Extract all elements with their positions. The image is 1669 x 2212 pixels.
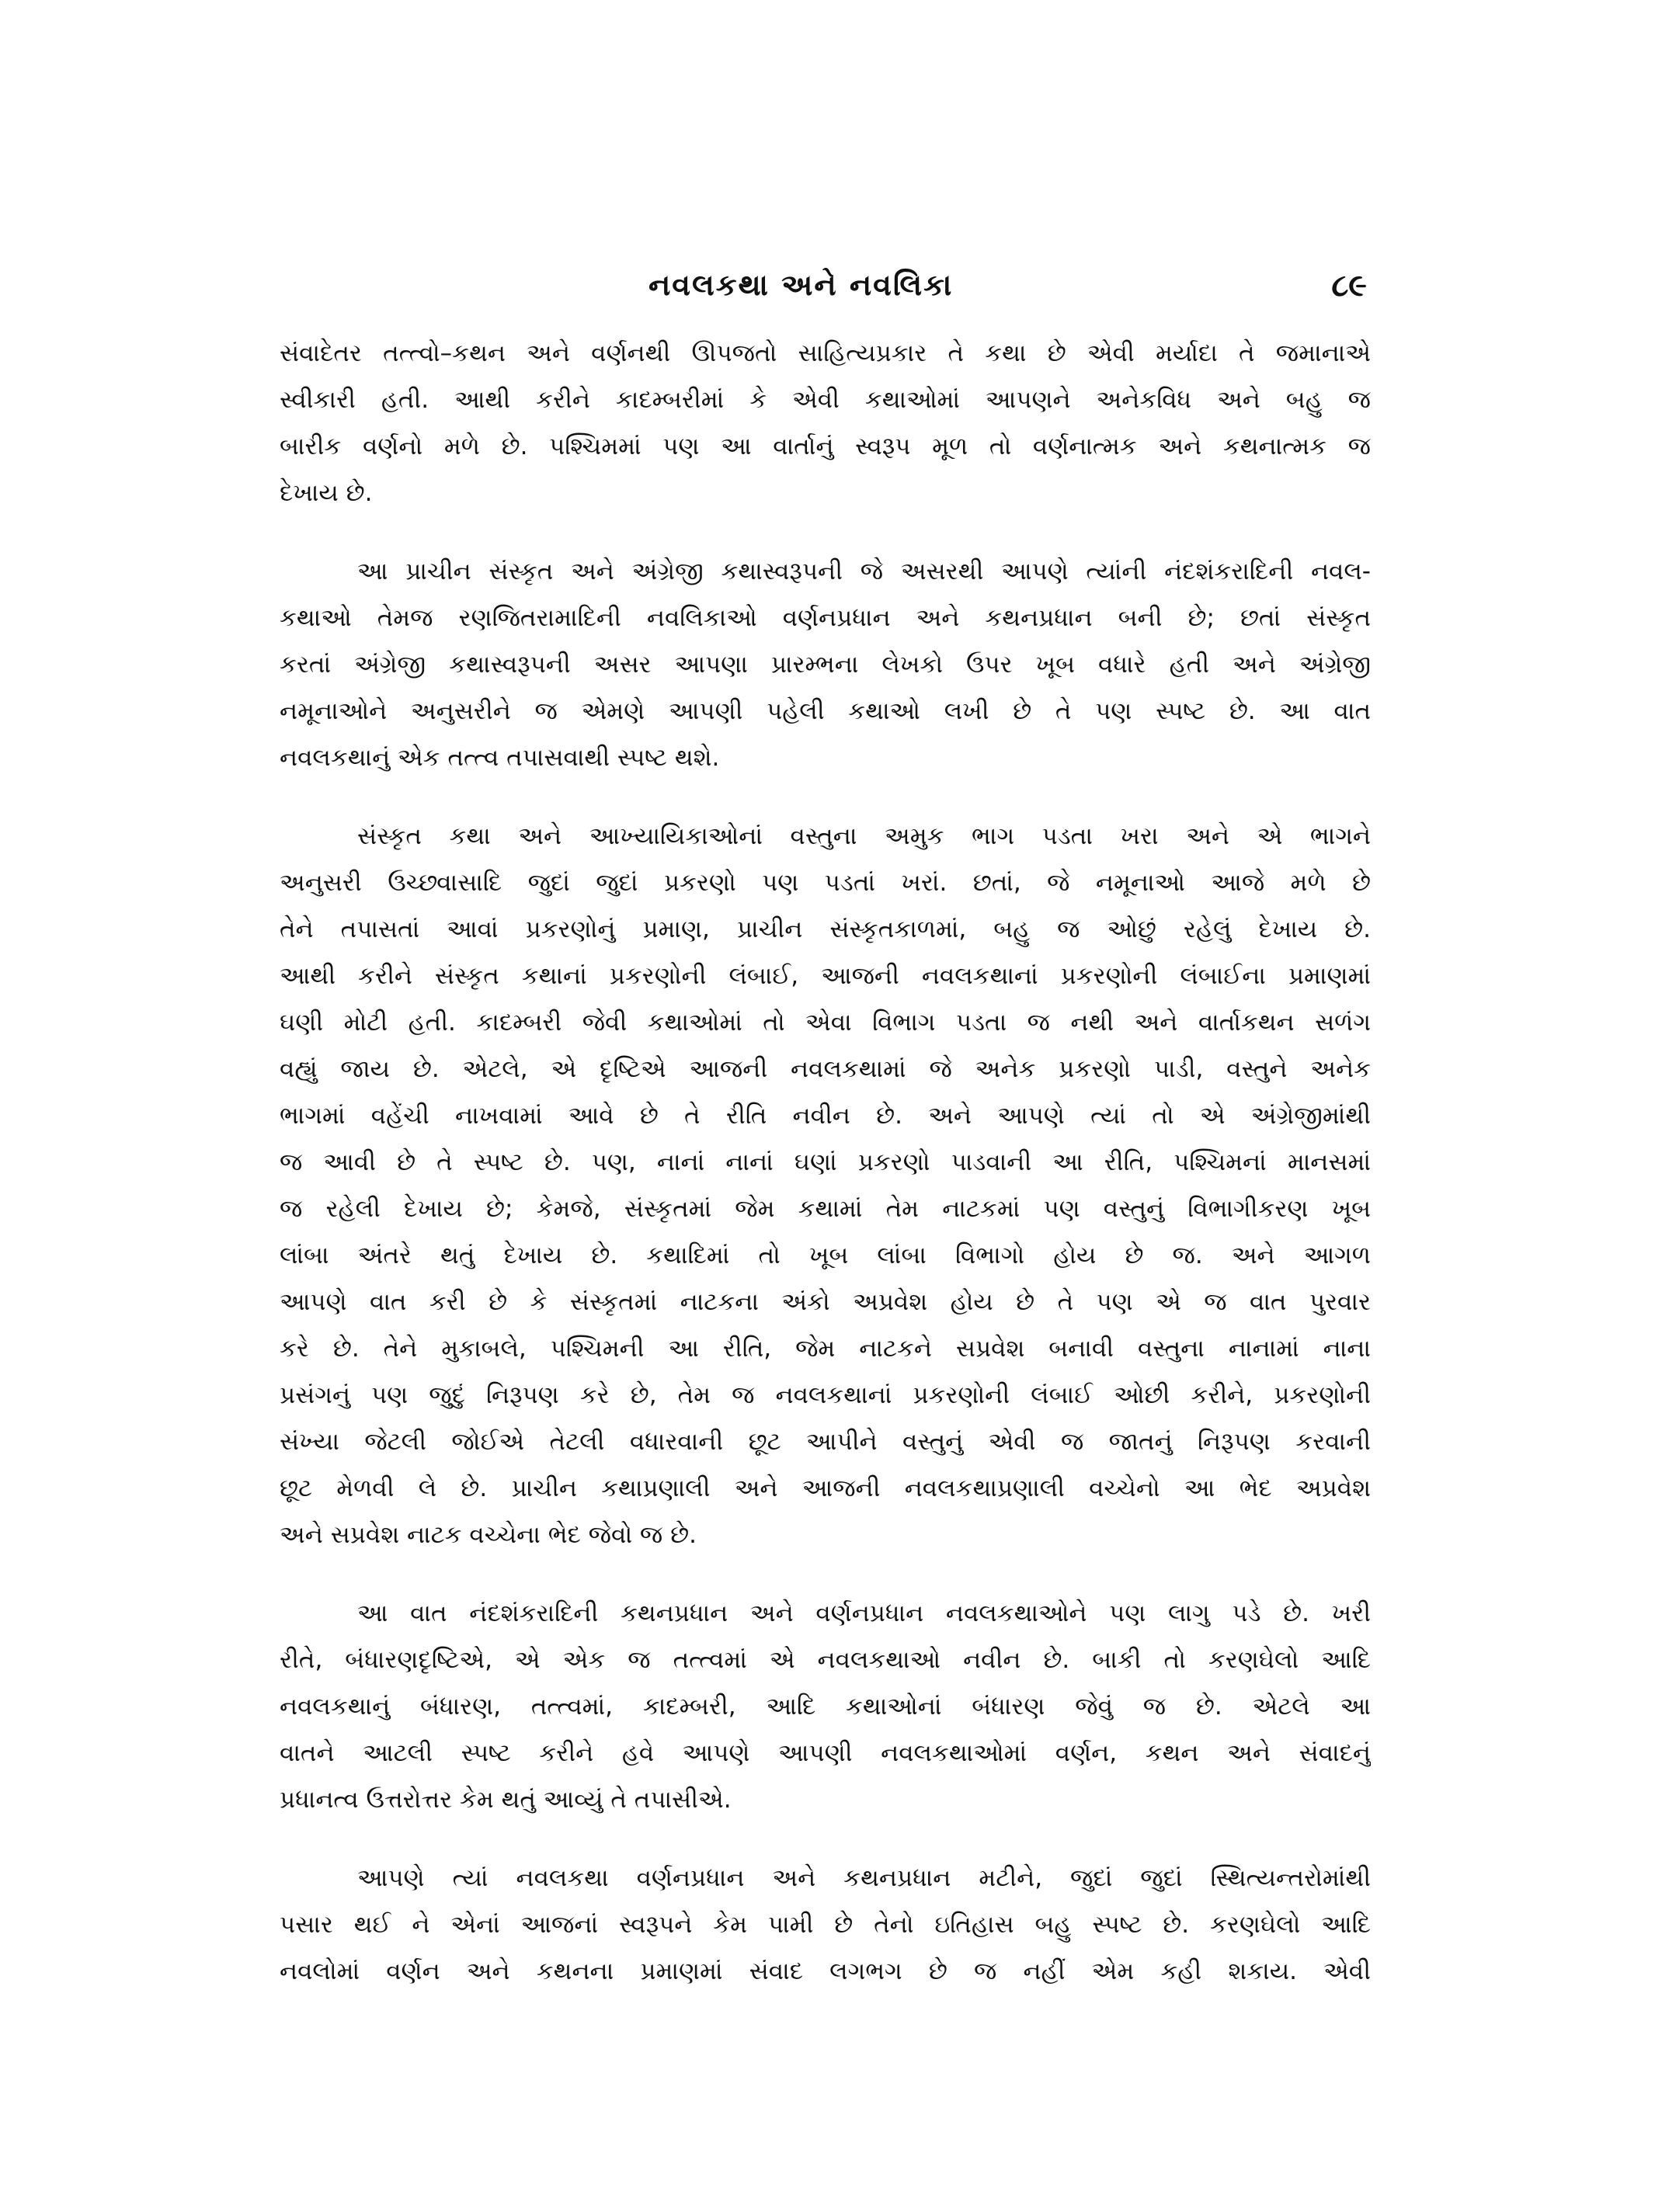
text-line: બારીક વર્ણનો મળે છે. પશ્ચિમમાં પણ આ વાર્તાનું સ્વરૂપ મૂળ તો વર્ણનાત્મક અને કથનાત્મક જ [280, 432, 1371, 460]
text-line: કરે છે. તેને મુકાબલે, પશ્ચિમની આ રીતિ, જેમ નાટકને સપ્રવેશ બનાવી વસ્તુના નાનામાં નાના [280, 1335, 1371, 1363]
text-line: નવલકથાનું બંધારણ, તત્ત્વમાં, કાદમ્બરી, આદિ કથાઓનાં બંધારણ જેવું જ છે. એટલે આ [280, 1693, 1371, 1721]
text-line: કરતાં અંગ્રેજી કથાસ્વરૂપની અસર આપણા પ્રારમ્ભના લેખકો ઉપર ખૂબ વધારે હતી અને અંગ્રેજી [280, 651, 1371, 679]
text-line: પ્રધાનત્વ ઉત્તરોત્તર કેમ થતું આવ્યું તે તપાસીએ. [280, 1786, 732, 1814]
text-line: આ વાત નંદશંકરાદિની કથનપ્રધાન અને વર્ણનપ્રધાન નવલકથાઓને પણ લાગુ પડે છે. ખરી [357, 1599, 1371, 1627]
text-line: કથાઓ તેમજ રણજિતરામાદિની નવલિકાઓ વર્ણનપ્રધાન અને કથનપ્રધાન બની છે; છતાં સંસ્કૃત [280, 604, 1371, 632]
running-header [280, 268, 1367, 314]
text-line: જ રહેલી દેખાય છે; કેમજે, સંસ્કૃતમાં જેમ કથામાં તેમ નાટકમાં પણ વસ્તુનું વિભાગીકરણ ખૂબ [280, 1195, 1371, 1223]
text-line: તેને તપાસતાં આવાં પ્રકરણોનું પ્રમાણ, પ્રાચીન સંસ્કૃતકાળમાં, બહુ જ ઓછું રહેલું દેખાય છે. [280, 915, 1371, 943]
text-line: પ્રસંગનું પણ જુદું નિરૂપણ કરે છે, તેમ જ નવલકથાનાં પ્રકરણોની લંબાઈ ઓછી કરીને, પ્રકરણોની [280, 1381, 1371, 1409]
text-line: આ પ્રાચીન સંસ્કૃત અને અંગ્રેજી કથાસ્વરૂપની જે અસરથી આપણે ત્યાંની નંદશંકરાદિની નવલ- [357, 557, 1371, 585]
text-line: પસાર થઈ ને એનાં આજનાં સ્વરૂપને કેમ પામી છે તેનો ઇતિહાસ બહુ સ્પષ્ટ છે. કરણઘેલો આદિ [280, 1911, 1371, 1939]
paragraph [280, 1590, 1371, 1823]
text-line: છૂટ મેળવી લે છે. પ્રાચીન કથાપ્રણાલી અને આજની નવલકથાપ્રણાલી વચ્ચેનો આ ભેદ અપ્રવેશ [280, 1474, 1371, 1502]
text-line: આપણે વાત કરી છે કે સંસ્કૃતમાં નાટકના અંકો અપ્રવેશ હોય છે તે પણ એ જ વાત પુરવાર [280, 1288, 1371, 1316]
text-line: વહ્યું જાય છે. એટલે, એ દૃષ્ટિએ આજની નવલકથામાં જે અનેક પ્રકરણો પાડી, વસ્તુને અનેક [280, 1055, 1371, 1083]
paragraph [280, 1855, 1371, 1995]
text-line: નમૂનાઓને અનુસરીને જ એમણે આપણી પહેલી કથાઓ લખી છે તે પણ સ્પષ્ટ છે. આ વાત [280, 697, 1371, 725]
text-line: જ આવી છે તે સ્પષ્ટ છે. પણ, નાનાં નાનાં ઘણાં પ્રકરણો પાડવાની આ રીતિ, પશ્ચિમનાં માનસમાં [280, 1148, 1371, 1176]
text-line: નવલોમાં વર્ણન અને કથનના પ્રમાણમાં સંવાદ લગભગ છે જ નહીં એમ કહી શકાય. એવી [280, 1957, 1371, 1985]
page-number: ૮૯ [1331, 268, 1367, 304]
text-line: નવલકથાનું એક તત્ત્વ તપાસવાથી સ્પષ્ટ થશે. [280, 744, 720, 772]
text-line: દેખાય છે. [280, 479, 373, 507]
body-text [280, 330, 1371, 2026]
text-line: સ્વીકારી હતી. આથી કરીને કાદમ્બરીમાં કે એવી કથાઓમાં આપણને અનેકવિધ અને બહુ જ [280, 386, 1371, 414]
text-line: આથી કરીને સંસ્કૃત કથાનાં પ્રકરણોની લંબાઈ, આજની નવલકથાનાં પ્રકરણોની લંબાઈના પ્રમાણમાં [280, 962, 1371, 990]
text-line: સંખ્યા જેટલી જોઈએ તેટલી વધારવાની છૂટ આપીને વસ્તુનું એવી જ જાતનું નિરૂપણ કરવાની [280, 1428, 1371, 1456]
text-line: અનુસરી ઉચ્છ્વાસાદિ જુદાં જુદાં પ્રકરણો પણ પડતાં ખરાં. છતાં, જે નમૂનાઓ આજે મળે છે [280, 869, 1371, 897]
paragraph [280, 330, 1371, 516]
text-line: લાંબા અંતરે થતું દેખાય છે. કથાદિમાં તો ખૂબ લાંબા વિભાગો હોય છે જ. અને આગળ [280, 1241, 1371, 1269]
text-line: ભાગમાં વહેંચી નાખવામાં આવે છે તે રીતિ નવીન છે. અને આપણે ત્યાં તો એ અંગ્રેજીમાંથી [280, 1102, 1371, 1130]
paragraph [280, 548, 1371, 781]
paragraph [280, 813, 1371, 1558]
text-line: સંવાદેતર તત્ત્વો–કથન અને વર્ણનથી ઊપજતો સાહિત્યપ્રકાર તે કથા છે એવી મર્યાદા તે જમાનાએ [280, 339, 1371, 367]
text-line: ઘણી મોટી હતી. કાદમ્બરી જેવી કથાઓમાં તો એવા વિભાગ પડતા જ નથી અને વાર્તાકથન સળંગ [280, 1009, 1371, 1037]
text-line: આપણે ત્યાં નવલકથા વર્ણનપ્રધાન અને કથનપ્રધાન મટીને, જુદાં જુદાં સ્થિત્યન્તરોમાંથી [357, 1864, 1371, 1892]
text-line: રીતે, બંધારણદૃષ્ટિએ, એ એક જ તત્ત્વમાં એ નવલકથાઓ નવીન છે. બાકી તો કરણઘેલો આદિ [280, 1646, 1371, 1674]
running-title: નવલકથા અને નવલિકા [648, 268, 954, 302]
text-line: સંસ્કૃત કથા અને આખ્યાયિકાઓનાં વસ્તુના અમુક ભાગ પડતા ખરા અને એ ભાગને [357, 822, 1371, 850]
text-line: વાતને આટલી સ્પષ્ટ કરીને હવે આપણે આપણી નવલકથાઓમાં વર્ણન, કથન અને સંવાદનું [280, 1739, 1371, 1767]
text-line: અને સપ્રવેશ નાટક વચ્ચેના ભેદ જેવો જ છે. [280, 1521, 697, 1549]
